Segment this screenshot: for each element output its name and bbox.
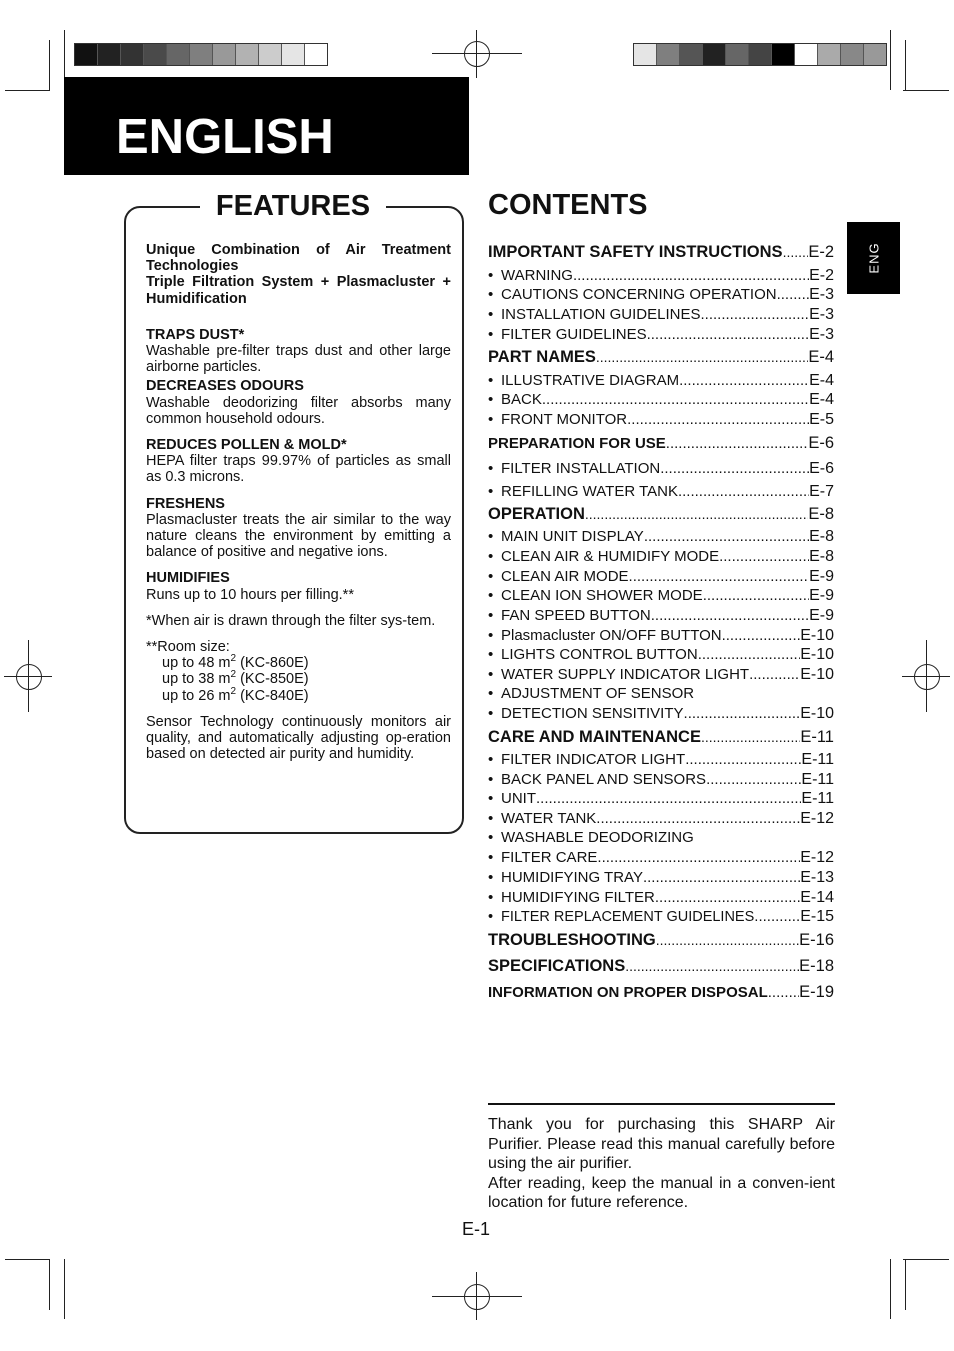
features-title: FEATURES bbox=[215, 190, 371, 222]
language-tab bbox=[847, 222, 900, 294]
toc-section[interactable]: SPECIFICATIONS ..... E-18 bbox=[488, 957, 834, 976]
toc-item[interactable]: • ADJUSTMENT OF SENSOR bbox=[488, 685, 834, 702]
toc-section[interactable]: INFORMATION ON PROPER DISPOSAL ..... E-19 bbox=[488, 983, 834, 1002]
toc-item[interactable]: • INSTALLATION GUIDELINES ..... E-3 bbox=[488, 306, 834, 324]
color-calibration-strip-left bbox=[74, 43, 328, 66]
sensor-technology-text: Sensor Technology continuously monitors air quality, and automatically adjusting op-eration based on detected air purity and humidity. bbox=[146, 713, 451, 763]
feature-heading: FRESHENS bbox=[146, 495, 225, 512]
room-size-line: up to 26 $m^2$ (KC-840E) bbox=[162, 685, 309, 704]
feature-body: Runs up to 10 hours per filling.** bbox=[146, 586, 354, 603]
toc-item[interactable]: • CAUTIONS CONCERNING OPERATION ..... E-3 bbox=[488, 286, 834, 304]
feature-item bbox=[146, 327, 451, 376]
toc-item[interactable]: • BACK ..... E-4 bbox=[488, 391, 834, 409]
toc-item[interactable]: • UNIT ..... E-11 bbox=[488, 790, 834, 808]
toc-item[interactable]: • CLEAN AIR MODE ..... E-9 bbox=[488, 568, 834, 586]
color-calibration-strip-right bbox=[633, 43, 887, 66]
feature-body: HEPA filter traps 99.97% of particles as small as 0.3 microns. bbox=[146, 453, 451, 486]
feature-item bbox=[146, 570, 451, 602]
feature-heading: TRAPS DUST* bbox=[146, 326, 245, 343]
room-size-note bbox=[146, 639, 451, 704]
toc-item[interactable]: • BACK PANEL AND SENSORS ..... E-11 bbox=[488, 771, 834, 789]
toc-section[interactable]: TROUBLESHOOTING ..... E-16 bbox=[488, 931, 834, 950]
page-title: ENGLISH bbox=[116, 110, 334, 164]
toc-item[interactable]: • WASHABLE DEODORIZING bbox=[488, 829, 834, 846]
toc-section[interactable]: CARE AND MAINTENANCE ..... E-11 bbox=[488, 728, 834, 747]
feature-body: Plasmacluster treats the air similar to the way nature cleans the environment by emitting a balance of positive and negative ions. bbox=[146, 511, 451, 561]
toc-item[interactable]: • FILTER INSTALLATION ..... E-6 bbox=[488, 460, 834, 478]
feature-heading: DECREASES ODOURS bbox=[146, 378, 304, 395]
toc-section[interactable]: OPERATION ..... E-8 bbox=[488, 505, 834, 524]
features-title-wrap bbox=[200, 189, 386, 223]
footnote-filter: *When air is drawn through the filter sys-tem. bbox=[146, 612, 436, 629]
feature-heading: HUMIDIFIES bbox=[146, 570, 230, 587]
features-intro-line2: Triple Filtration System + Plasmacluster + Humidification bbox=[146, 274, 451, 307]
feature-item bbox=[146, 378, 451, 427]
feature-item bbox=[146, 437, 451, 486]
thank-you-line: Thank you for purchasing this SHARP Air Purifier. Please read this manual carefully before using the air purifier. bbox=[488, 1116, 835, 1172]
thank-you-note bbox=[488, 1115, 835, 1213]
features-intro-line1: Unique Combination of Air Treatment Technologies bbox=[146, 242, 451, 275]
feature-body: Washable pre-filter traps dust and other large airborne particles. bbox=[146, 343, 451, 376]
feature-item bbox=[146, 496, 451, 561]
toc-item[interactable]: • HUMIDIFYING FILTER ..... E-14 bbox=[488, 889, 834, 907]
page-number: E-1 bbox=[462, 1219, 491, 1239]
toc-item[interactable]: • DETECTION SENSITIVITY ..... E-10 bbox=[488, 705, 834, 723]
toc-item[interactable]: • LIGHTS CONTROL BUTTON ..... E-10 bbox=[488, 646, 834, 664]
keep-manual-line: After reading, keep the manual in a conven-ient location for future reference. bbox=[488, 1174, 835, 1211]
toc-item[interactable]: • WATER TANK ..... E-12 bbox=[488, 810, 834, 828]
toc-item[interactable]: • HUMIDIFYING TRAY ..... E-13 bbox=[488, 869, 834, 887]
toc-section[interactable]: IMPORTANT SAFETY INSTRUCTIONS ..... E-2 bbox=[488, 243, 834, 262]
toc-item[interactable]: • MAIN UNIT DISPLAY ..... E-8 bbox=[488, 528, 834, 546]
toc-section[interactable]: PREPARATION FOR USE ..... E-6 bbox=[488, 434, 834, 453]
language-tab-label: ENG bbox=[866, 242, 881, 274]
contents-title: CONTENTS bbox=[488, 189, 648, 221]
features-content bbox=[146, 242, 451, 762]
toc-item[interactable]: • FILTER INDICATOR LIGHT ..... E-11 bbox=[488, 751, 834, 769]
room-size-line: up to 38 $m^2$ (KC-850E) bbox=[162, 669, 309, 688]
toc-item[interactable]: • WATER SUPPLY INDICATOR LIGHT ..... E-10 bbox=[488, 666, 834, 684]
toc-section[interactable]: PART NAMES ..... E-4 bbox=[488, 348, 834, 367]
room-size-line: up to 48 $m^2$ (KC-860E) bbox=[162, 653, 309, 672]
toc-item[interactable]: • FAN SPEED BUTTON ..... E-9 bbox=[488, 607, 834, 625]
toc-item[interactable]: • REFILLING WATER TANK ..... E-7 bbox=[488, 483, 834, 501]
toc-item[interactable]: • ILLUSTRATIVE DIAGRAM ..... E-4 bbox=[488, 372, 834, 390]
toc-item[interactable]: • Plasmacluster ON/OFF BUTTON ..... E-10 bbox=[488, 627, 834, 645]
toc-item[interactable]: • WARNING ..... E-2 bbox=[488, 267, 834, 285]
feature-body: Washable deodorizing filter absorbs many common household odours. bbox=[146, 394, 451, 427]
toc-item[interactable]: • CLEAN AIR & HUMIDIFY MODE ..... E-8 bbox=[488, 548, 834, 566]
toc-item[interactable]: • FILTER GUIDELINES ..... E-3 bbox=[488, 326, 834, 344]
divider bbox=[488, 1103, 835, 1105]
toc-item[interactable]: • FRONT MONITOR ..... E-5 bbox=[488, 411, 834, 429]
room-size-label: **Room size: bbox=[146, 639, 230, 656]
feature-heading: REDUCES POLLEN & MOLD* bbox=[146, 437, 347, 454]
toc-item[interactable]: • FILTER REPLACEMENT GUIDELINES ..... E-15 bbox=[488, 908, 834, 926]
toc-item[interactable]: • CLEAN ION SHOWER MODE ..... E-9 bbox=[488, 587, 834, 605]
toc-item[interactable]: • FILTER CARE ..... E-12 bbox=[488, 849, 834, 867]
